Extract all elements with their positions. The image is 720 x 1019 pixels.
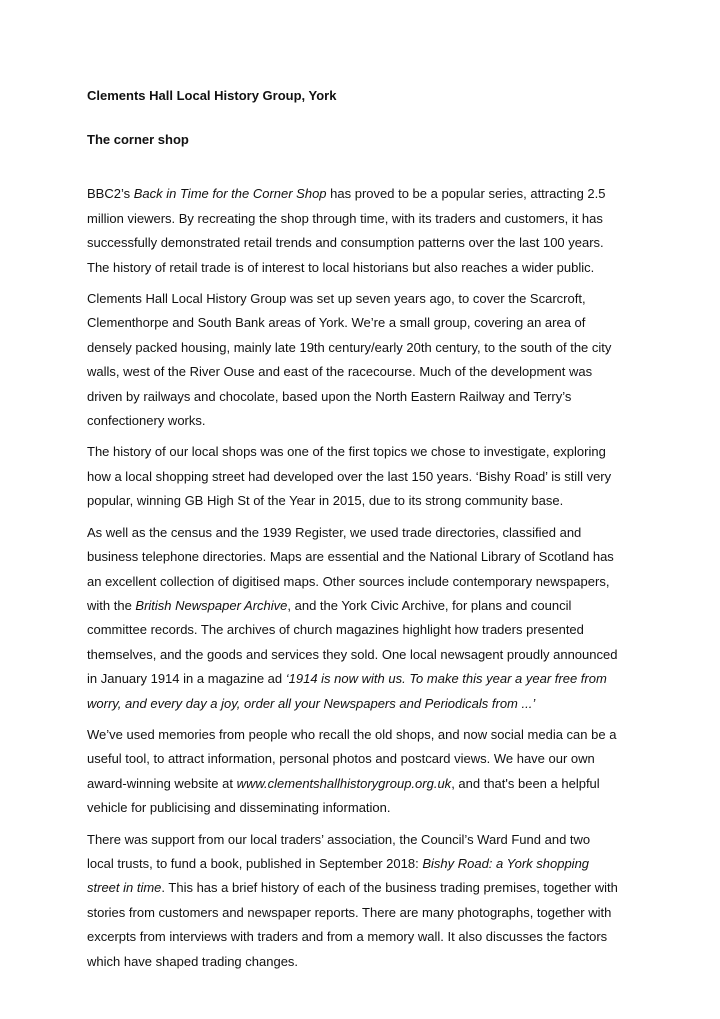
paragraph-5 xyxy=(87,723,660,821)
paragraph-4-text-2: , and the York Civic Archive, for plans and council committee records. The archives of church magazines highlight how traders presented themselves, and the goods and services they sold. One local newsagent proudly announced in January 1914 in a magazine ad xyxy=(87,597,618,687)
section-title: The corner shop xyxy=(87,132,189,147)
paragraph-5-text-2: , and that's been a helpful vehicle for publicising and disseminating information. xyxy=(87,775,600,816)
paragraph-1-italic-title: Back in Time for the Corner Shop xyxy=(133,186,327,202)
paragraph-5-text-1: We’ve used memories from people who recall the old shops, and now social media can be a useful tool, to attract information, personal photos and postcard views. We have our own award-winning website at xyxy=(87,726,617,791)
paragraph-4 xyxy=(87,521,660,716)
paragraph-2 xyxy=(87,287,660,433)
document-header: Clements Hall Local History Group, York xyxy=(87,88,337,103)
paragraph-5-website: www.clementshallhistorygroup.org.uk xyxy=(236,775,452,791)
paragraph-1 xyxy=(87,158,660,280)
paragraph-6-italic-book-title: Bishy Road: a York shopping street in time xyxy=(87,855,590,896)
paragraph-4-italic-quote: ‘1914 is now with us. To make this year a year free from worry, and every day a joy, order all your Newspapers and Periodicals from ...’ xyxy=(87,671,607,711)
paragraph-1-text-1: BBC2’s xyxy=(87,186,134,202)
paragraph-6-text-2: . This has a brief history of each of the business trading premises, together with stories from customers and newspaper reports. There are many photographs, together with excerpts from interviews with traders and from a memory wall. It also discusses the factors which have shaped trading changes. xyxy=(87,880,618,969)
paragraph-6-text-1: There was support from our local traders’ association, the Council’s Ward Fund and two local trusts, to fund a book, published in September 2018: xyxy=(87,831,591,871)
paragraph-4-italic-archive: British Newspaper Archive xyxy=(135,597,288,613)
paragraph-4-text-1: As well as the census and the 1939 Register, we used trade directories, classified and business telephone directories. Maps are essential and the National Library of Scotland has an excellent collection of digitised maps. Other sources include contemporary newspapers, with the xyxy=(87,524,614,613)
paragraph-3 xyxy=(87,440,660,513)
paragraph-1-text-2: has proved to be a popular series, attracting 2.5 million viewers. By recreating the shop through time, with its traders and customers, it has successfully demonstrated retail trends and consumption patterns over the last 100 years. The history of retail trade is of interest to local historians but also reaches a wider public. xyxy=(87,186,606,275)
paragraph-6 xyxy=(87,828,660,974)
paragraph-2-text: Clements Hall Local History Group was set up seven years ago, to cover the Scarcroft, Clementhorpe and South Bank areas of York. We’re a small group, covering an area of densely packed housing, mainly late 19th century/early 20th century, to the south of the city walls, west of the River Ouse and east of the racecourse. Much of the development was driven by railways and chocolate, based upon the North Eastern Railway and Terry’s confectionery works. xyxy=(87,291,612,429)
paragraph-3-text: The history of our local shops was one of the first topics we chose to investigate, exploring how a local shopping street had developed over the last 150 years. ‘Bishy Road’ is still very popular, winning GB High St of the Year in 2015, due to its strong community base. xyxy=(87,444,612,509)
